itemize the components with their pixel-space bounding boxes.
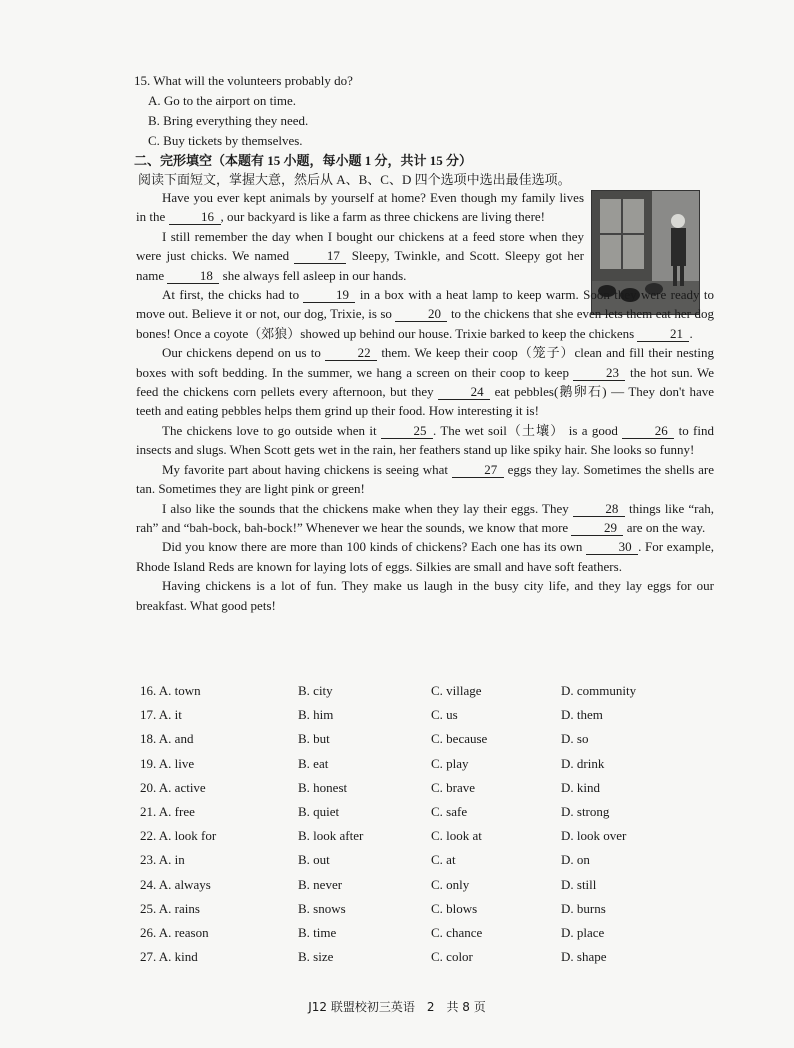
cloze-passage: [136, 188, 714, 615]
option: C. play: [431, 755, 469, 771]
option-row: [140, 707, 740, 731]
option: C. only: [431, 876, 470, 892]
option: C. blows: [431, 900, 478, 916]
option: D. strong: [561, 803, 610, 819]
option: 21. A. free: [140, 803, 195, 819]
question-15: [134, 71, 734, 151]
option: B. never: [298, 876, 343, 892]
option: D. so: [561, 731, 589, 747]
option: B. out: [298, 852, 330, 868]
blank-26: 26: [622, 424, 674, 439]
option: C. because: [431, 731, 488, 747]
option-row: [140, 804, 740, 828]
option: 22. A. look for: [140, 828, 217, 844]
blank-28: 28: [573, 502, 625, 517]
option: B. but: [298, 731, 330, 747]
option: D. burns: [561, 900, 606, 916]
option-row: [140, 852, 740, 876]
question-15-option-a: A. Go to the airport on time.: [148, 93, 297, 108]
paragraph: I also like the sounds that the chickens make when they lay their eggs. They 28 things like “rah, rah” and “bah-bock, bah-bock!” Whenever we hear the sounds, we know that more 29 are on the way.: [136, 500, 715, 535]
option-row: [140, 877, 740, 901]
option-row: [140, 925, 740, 949]
option-row: [140, 949, 740, 973]
blank-17: 17: [294, 249, 346, 264]
option: 17. A. it: [140, 707, 182, 723]
paragraph: I still remember the day when I bought our chickens at a feed store when they were just chicks. We named 17 Sleepy, Twinkle, and Scott. Sleepy got her name 18 she always fell asleep in our hands.: [136, 228, 584, 283]
blank-22: 22: [325, 346, 377, 361]
section-title: 二、完形填空（本题有 15 小题，每小题 1 分，共计 15 分）: [134, 153, 473, 168]
option: D. on: [561, 852, 590, 868]
option: C. brave: [431, 779, 476, 795]
blank-29: 29: [571, 521, 623, 536]
option: 25. A. rains: [140, 900, 200, 916]
option: 20. A. active: [140, 779, 206, 795]
page-footer: J12 联盟校初三英语 2 共 8 页: [308, 1000, 486, 1014]
blank-16: 16: [169, 210, 221, 225]
option: B. quiet: [298, 803, 340, 819]
option: D. community: [561, 683, 637, 698]
option: D. shape: [561, 949, 607, 965]
option-row: [140, 901, 740, 925]
option: 24. A. always: [140, 876, 211, 892]
option: 23. A. in: [140, 852, 185, 868]
paragraph: My favorite part about having chickens is seeing what 27 eggs they lay. Sometimes the shells are tan. Sometimes they are light pink or green!: [136, 461, 715, 497]
blank-27: 27: [452, 463, 504, 478]
option: B. time: [298, 924, 337, 940]
option: D. drink: [561, 755, 605, 771]
option: B. look after: [298, 828, 364, 844]
option: 27. A. kind: [140, 949, 198, 965]
blank-24: 24: [438, 385, 490, 400]
question-15-option-b: B. Bring everything they need.: [148, 113, 309, 128]
option: B. snows: [298, 900, 346, 916]
option: B. honest: [298, 779, 348, 795]
option-row: [140, 756, 740, 780]
option: D. place: [561, 924, 605, 940]
option: C. at: [431, 852, 456, 868]
option: C. look at: [431, 828, 482, 844]
blank-25: 25: [381, 424, 433, 439]
option: 19. A. live: [140, 755, 195, 771]
paragraph: Our chickens depend on us to 22 them. We keep their coop（笼子）clean and fill their nesting boxes with soft bedding. In the summer, we hang a screen on their coop to keep 23 the hot sun. We feed the chickens corn pellets every afternoon, but they 24 eat pebbles(鹅卵石) — They don't have teeth and eating pebbles helps them grind up their food. How interesting it is!: [136, 345, 715, 419]
option: C. us: [431, 707, 458, 723]
paragraph: Did you know there are more than 100 kinds of chickens? Each one has its own 30 . For example, Rhode Island Reds are known for laying lots of eggs. Silkies are small and have soft feathers.: [136, 539, 714, 574]
option-row: [140, 780, 740, 804]
paragraph: The chickens love to go outside when it 25 . The wet soil（土壤） is a good 26 to find insects and slugs. When Scott gets wet in the rain, her feathers stand up like spiky hair. She looks so funny!: [136, 422, 715, 458]
question-15-stem: 15. What will the volunteers probably do?: [134, 73, 353, 88]
option: D. them: [561, 707, 603, 723]
option: C. chance: [431, 924, 483, 940]
option: B. size: [298, 949, 334, 965]
option: 18. A. and: [140, 731, 194, 747]
paragraph: At first, the chicks had to 19 in a box with a heat lamp to keep warm. Soon they were ready to move out. Believe it or not, our dog, Trixie, is so 20 to the chickens that she even lets them eat her dog bones! Once a coyote（郊狼）showed up behind our house. Trixie barked to keep the chickens 21 .: [136, 287, 715, 341]
paragraph: Having chickens is a lot of fun. They make us laugh in the busy city life, and they lay eggs for our breakfast. What good pets!: [136, 578, 714, 613]
option: D. still: [561, 876, 597, 892]
option: C. village: [431, 683, 482, 698]
question-15-option-c: C. Buy tickets by themselves.: [148, 133, 303, 148]
blank-18: 18: [167, 269, 219, 284]
blank-20: 20: [395, 307, 447, 322]
blank-19: 19: [303, 288, 355, 303]
option: B. city: [298, 683, 333, 698]
blank-30: 30: [586, 540, 638, 555]
blank-23: 23: [573, 366, 625, 381]
option: C. color: [431, 949, 473, 965]
option: B. him: [298, 707, 334, 723]
option: B. eat: [298, 755, 329, 771]
option: 16. A. town: [140, 683, 201, 698]
option-row: [140, 731, 740, 755]
option: C. safe: [431, 803, 468, 819]
option: 26. A. reason: [140, 924, 209, 940]
option: D. kind: [561, 779, 600, 795]
option-row: [140, 683, 740, 707]
blank-21: 21: [637, 327, 689, 342]
option-row: [140, 828, 740, 852]
paragraph: Have you ever kept animals by yourself at home? Even though my family lives in the 16 , our backyard is like a farm as three chickens are living there!: [136, 190, 584, 225]
answer-options: [140, 683, 740, 973]
option: D. look over: [561, 828, 627, 844]
section-instruction: 阅读下面短文，掌握大意，然后从 A、B、C、D 四个选项中选出最佳选项。: [138, 172, 571, 187]
